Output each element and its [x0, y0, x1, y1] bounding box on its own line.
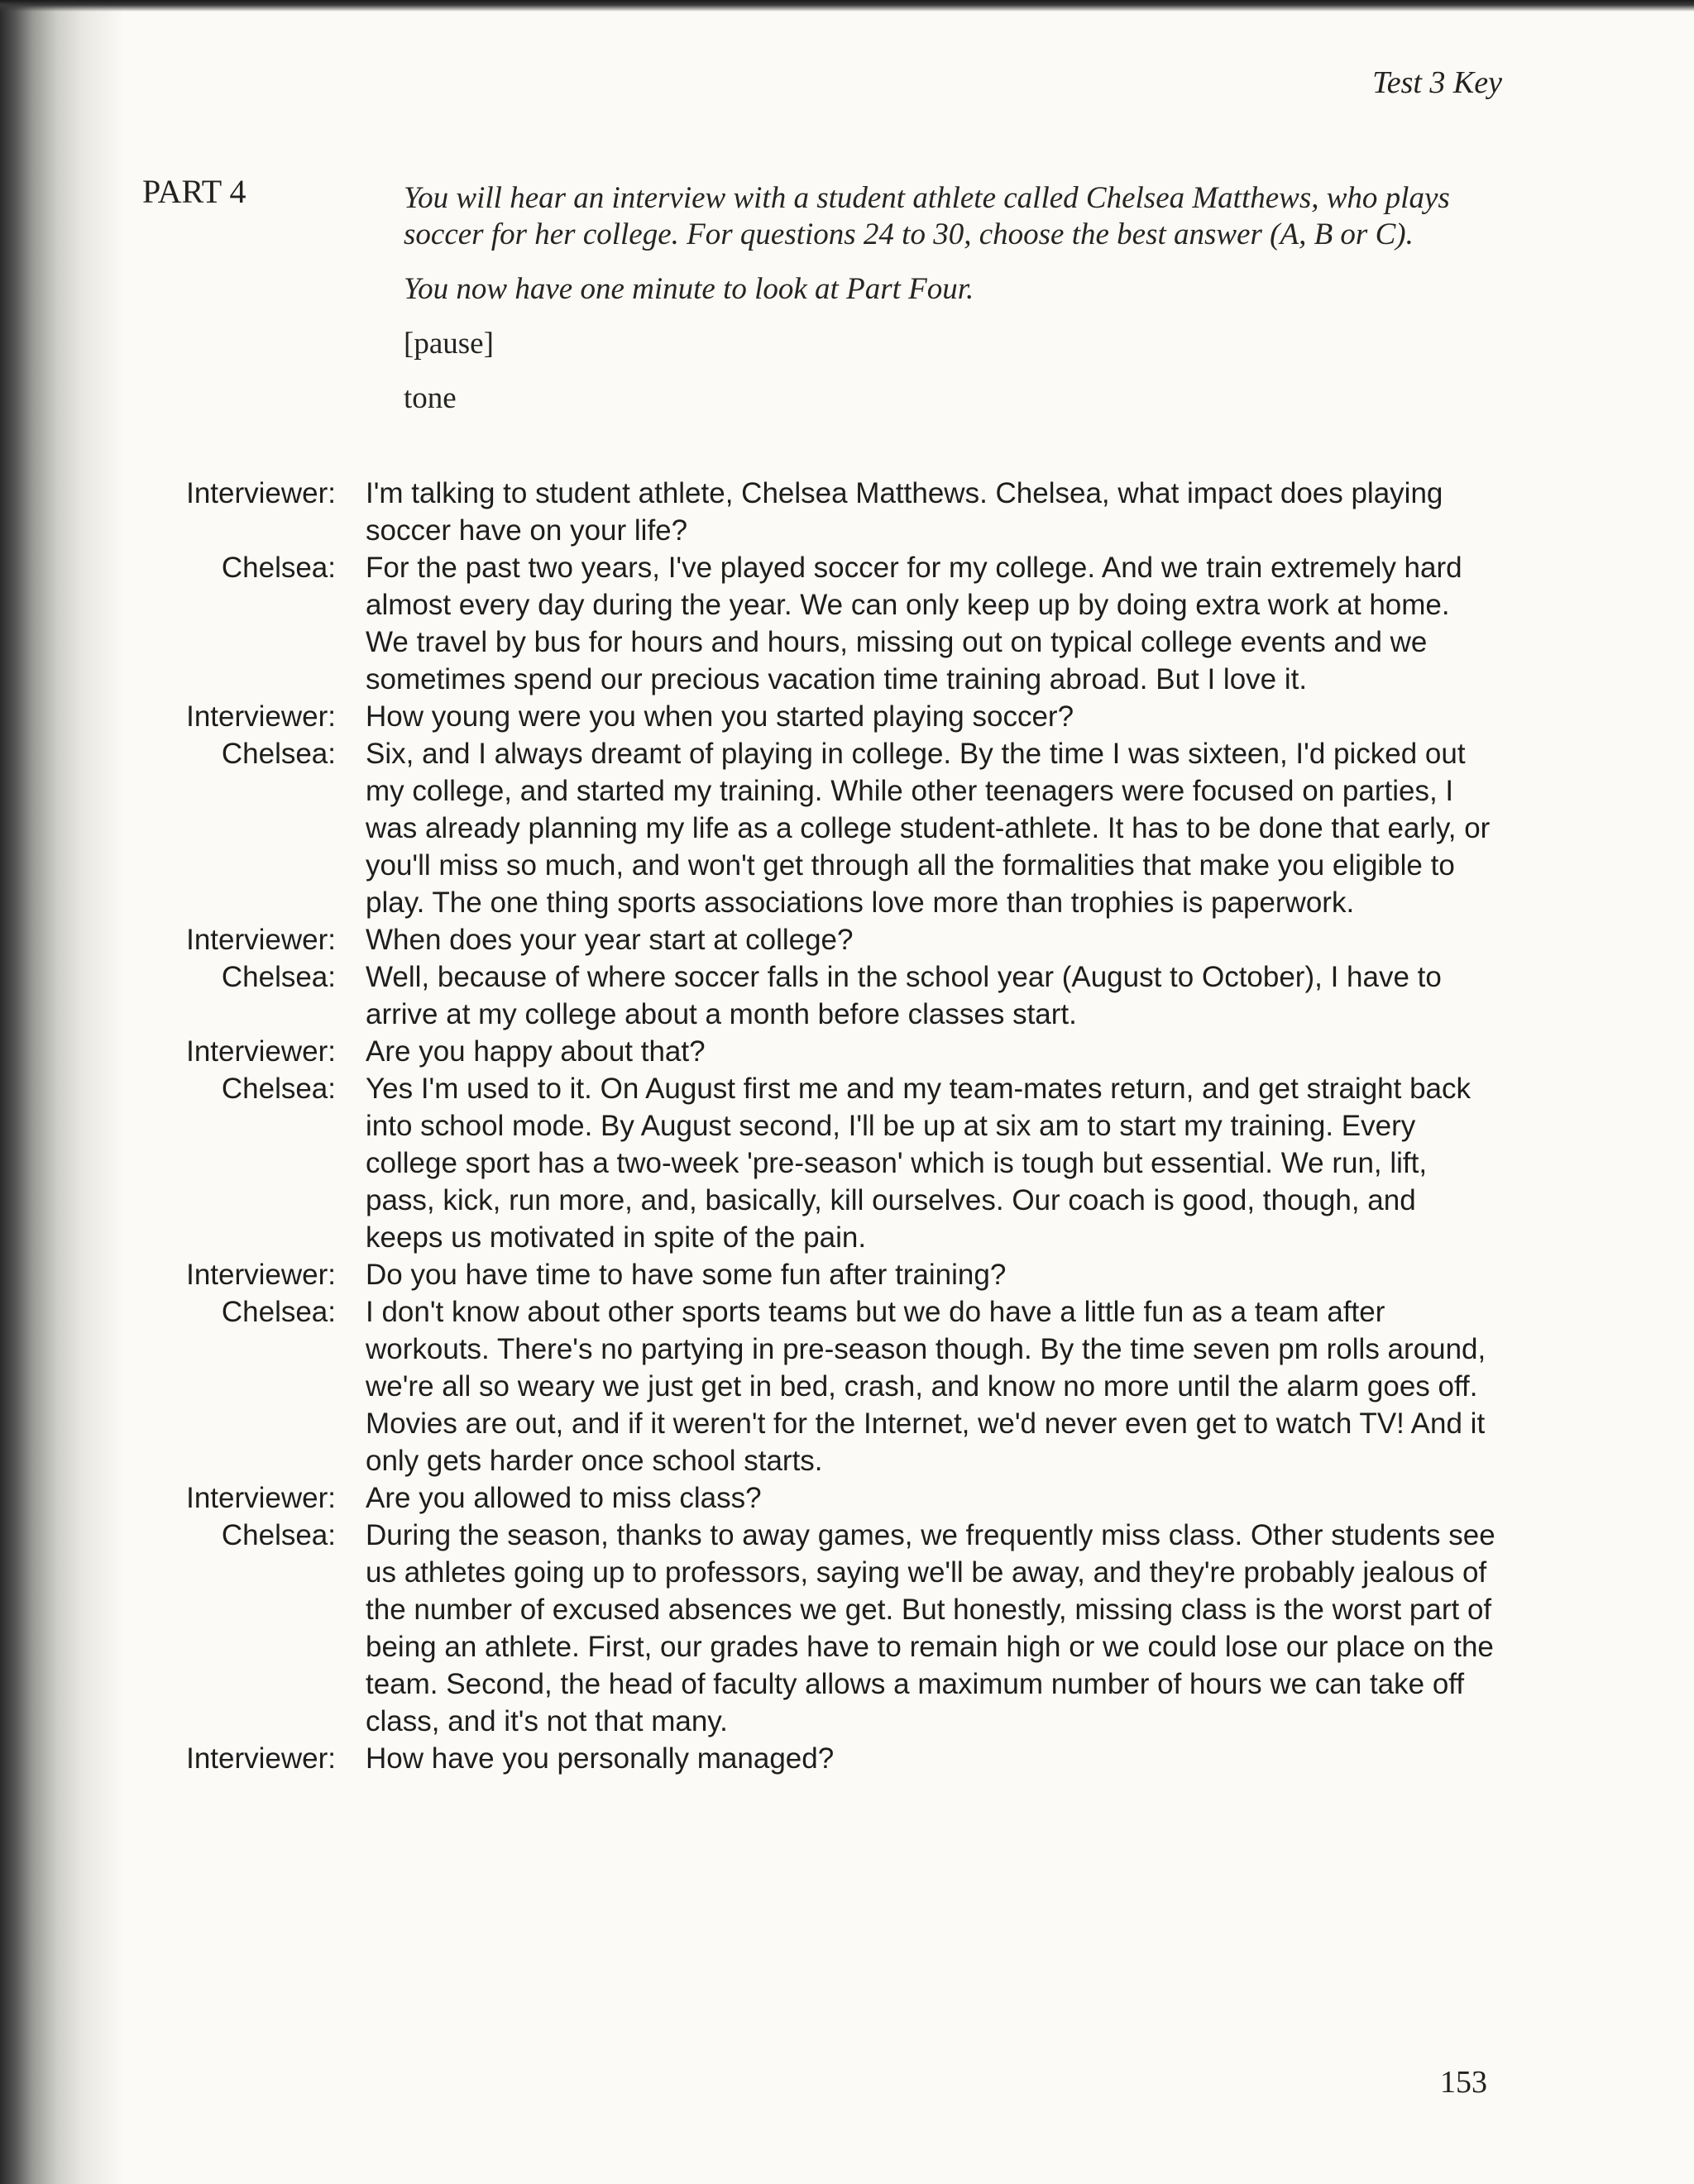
speaker-label: Interviewer:	[186, 700, 336, 733]
speaker-label: Chelsea:	[221, 961, 336, 993]
interview-transcript	[124, 475, 1497, 1777]
instructions-block	[404, 180, 1495, 435]
speech-text: I don't know about other sports teams but we do have a little fun as a team after workouts. There's no partying in pre-season though. By the time seven pm rolls around, we're all so weary we just get in bed, crash, and know no more until the alarm goes off. Movies are out, and if it weren't for the Internet, we'd never even get to watch TV! And it only gets harder once school starts.	[366, 1296, 1486, 1477]
dialogue-turn	[124, 958, 1497, 1033]
dialogue-turn	[124, 921, 1497, 958]
dialogue-turn	[124, 1479, 1497, 1517]
instructions-minute: You now have one minute to look at Part Four.	[404, 272, 974, 306]
speaker-label: Interviewer:	[186, 477, 336, 509]
speaker-label: Interviewer:	[186, 1035, 336, 1068]
running-header: Test 3 Key	[1372, 65, 1502, 100]
page-number: 153	[1440, 2065, 1487, 2100]
instructions-pause: [pause]	[404, 327, 494, 361]
speech-text: Do you have time to have some fun after training?	[366, 1259, 1007, 1291]
speech-text: I'm talking to student athlete, Chelsea Matthews. Chelsea, what impact does playing soccer have on your life?	[366, 477, 1443, 547]
speaker-label: Chelsea:	[221, 738, 336, 770]
book-binding-shadow	[0, 0, 124, 2184]
speech-text: How have you personally managed?	[366, 1742, 835, 1775]
speech-text: Well, because of where soccer falls in the school year (August to October), I have to arrive at my college about a month before classes start.	[366, 961, 1442, 1030]
speech-text: When does your year start at college?	[366, 924, 854, 956]
dialogue-turn	[124, 735, 1497, 921]
dialogue-turn	[124, 1256, 1497, 1293]
speech-text: Six, and I always dreamt of playing in college. By the time I was sixteen, I'd picked out my college, and started my training. While other teenagers were focused on parties, I was already planning my life as a college student-athlete. It has to be done that early, or you'll miss so much, and won't get through all the formalities that make you eligible to play. The one thing sports associations love more than trophies is paperwork.	[366, 738, 1491, 919]
dialogue-turn	[124, 1293, 1497, 1479]
speech-text: Are you happy about that?	[366, 1035, 706, 1068]
speaker-label: Chelsea:	[221, 552, 336, 584]
instructions-tone: tone	[404, 381, 457, 415]
speech-text: During the season, thanks to away games, we frequently miss class. Other students see us athletes going up to professors, saying we'll be away, and they're probably jealous of the number of excused absences we get. But honestly, missing class is the worst part of being an athlete. First, our grades have to remain high or we could lose our place on the team. Second, the head of faculty allows a maximum number of hours we can take off class, and it's not that many.	[366, 1519, 1495, 1737]
instructions-intro: You will hear an interview with a student athlete called Chelsea Matthews, who plays soccer for her college. For questions 24 to 30, choose the best answer (A, B or C).	[404, 181, 1450, 251]
dialogue-turn	[124, 1740, 1497, 1777]
speaker-label: Chelsea:	[221, 1519, 336, 1551]
dialogue-turn	[124, 698, 1497, 735]
speaker-label: Interviewer:	[186, 924, 336, 956]
speech-text: For the past two years, I've played soccer for my college. And we train extremely hard almost every day during the year. We can only keep up by doing extra work at home. We travel by bus for hours and hours, missing out on typical college events and we sometimes spend our precious vacation time training abroad. But I love it.	[366, 552, 1462, 695]
speech-text: Yes I'm used to it. On August first me and my team-mates return, and get straight back into school mode. By August second, I'll be up at six am to start my training. Every college sport has a two-week 'pre-season' which is tough but essential. We run, lift, pass, kick, run more, and, basically, kill ourselves. Our coach is good, though, and keeps us motivated in spite of the pain.	[366, 1073, 1471, 1254]
dialogue-turn	[124, 549, 1497, 698]
part-label: PART 4	[142, 173, 246, 210]
speaker-label: Chelsea:	[221, 1296, 336, 1328]
speech-text: How young were you when you started playing soccer?	[366, 700, 1074, 733]
speaker-label: Chelsea:	[221, 1073, 336, 1105]
speaker-label: Interviewer:	[186, 1482, 336, 1514]
dialogue-turn	[124, 1070, 1497, 1256]
speech-text: Are you allowed to miss class?	[366, 1482, 762, 1514]
speaker-label: Interviewer:	[186, 1742, 336, 1775]
speaker-label: Interviewer:	[186, 1259, 336, 1291]
dialogue-turn	[124, 1033, 1497, 1070]
dialogue-turn	[124, 1517, 1497, 1740]
dialogue-turn	[124, 475, 1497, 549]
page-top-edge	[0, 0, 1694, 12]
